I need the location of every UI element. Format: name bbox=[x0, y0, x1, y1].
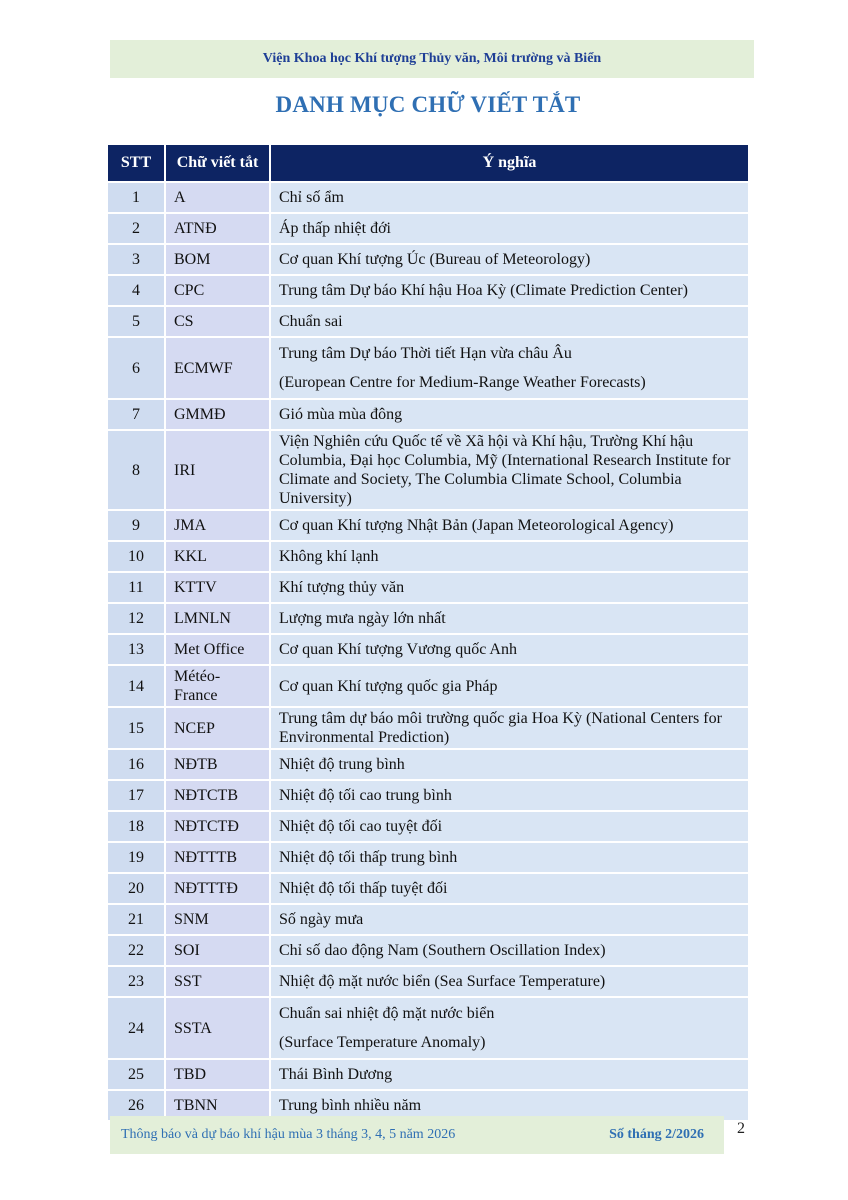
abbreviation-cell: A bbox=[165, 182, 270, 213]
table-row bbox=[108, 749, 748, 780]
abbreviation-cell: NĐTCTĐ bbox=[165, 811, 270, 842]
row-number: 9 bbox=[108, 510, 165, 541]
page-header bbox=[110, 40, 754, 78]
abbreviation-cell: KKL bbox=[165, 541, 270, 572]
table-row bbox=[108, 707, 748, 749]
abbreviation-cell: GMMĐ bbox=[165, 399, 270, 430]
row-number: 23 bbox=[108, 966, 165, 997]
meaning-line: Không khí lạnh bbox=[279, 548, 379, 565]
abbreviation-table bbox=[108, 145, 748, 1120]
meaning-cell bbox=[270, 399, 748, 430]
abbreviation-cell: TBD bbox=[165, 1059, 270, 1090]
meaning-line: (European Centre for Medium-Range Weather Forecasts) bbox=[279, 374, 646, 391]
meaning-cell bbox=[270, 306, 748, 337]
table-row bbox=[108, 213, 748, 244]
meaning-cell bbox=[270, 337, 748, 399]
meaning-cell bbox=[270, 935, 748, 966]
meaning-line: Nhiệt độ mặt nước biển (Sea Surface Temperature) bbox=[279, 973, 606, 990]
meaning-cell bbox=[270, 707, 748, 749]
row-number: 8 bbox=[108, 430, 165, 510]
meaning-line: Gió mùa mùa đông bbox=[279, 406, 403, 423]
row-number: 20 bbox=[108, 873, 165, 904]
meaning-line: Chỉ số dao động Nam (Southern Oscillation Index) bbox=[279, 942, 606, 959]
meaning-line: Cơ quan Khí tượng Vương quốc Anh bbox=[279, 641, 517, 658]
table-body bbox=[108, 182, 748, 1120]
row-number: 26 bbox=[108, 1090, 165, 1120]
meaning-cell bbox=[270, 541, 748, 572]
row-number: 12 bbox=[108, 603, 165, 634]
abbreviation-cell: CPC bbox=[165, 275, 270, 306]
meaning-line: Trung bình nhiều năm bbox=[279, 1097, 422, 1114]
table-row bbox=[108, 842, 748, 873]
abbreviation-cell: JMA bbox=[165, 510, 270, 541]
row-number: 17 bbox=[108, 780, 165, 811]
meaning-line: Chuẩn sai nhiệt độ mặt nước biển bbox=[279, 1005, 495, 1022]
abbreviation-cell: NĐTTTB bbox=[165, 842, 270, 873]
meaning-line: Cơ quan Khí tượng Úc (Bureau of Meteorology) bbox=[279, 251, 591, 268]
row-number: 10 bbox=[108, 541, 165, 572]
meaning-cell bbox=[270, 275, 748, 306]
meaning-line: Trung tâm Dự báo Khí hậu Hoa Kỳ (Climate Prediction Center) bbox=[279, 282, 688, 299]
abbreviation-cell: NĐTCTB bbox=[165, 780, 270, 811]
meaning-line: Nhiệt độ tối thấp trung bình bbox=[279, 849, 458, 866]
table-row bbox=[108, 634, 748, 665]
meaning-cell bbox=[270, 811, 748, 842]
table-row bbox=[108, 337, 748, 399]
meaning-cell bbox=[270, 244, 748, 275]
table-row bbox=[108, 904, 748, 935]
page-number: 2 bbox=[737, 1120, 745, 1137]
meaning-cell bbox=[270, 634, 748, 665]
meaning-cell bbox=[270, 780, 748, 811]
meaning-line: Nhiệt độ tối cao trung bình bbox=[279, 787, 452, 804]
meaning-cell bbox=[270, 1059, 748, 1090]
table-row bbox=[108, 182, 748, 213]
meaning-line: Cơ quan Khí tượng quốc gia Pháp bbox=[279, 677, 498, 695]
page-title: DANH MỤC CHỮ VIẾT TẮT bbox=[275, 92, 581, 117]
row-number: 7 bbox=[108, 399, 165, 430]
meaning-line: Viện Nghiên cứu Quốc tế về Xã hội và Khí hậu, Trường Khí hậu Columbia, Đại học Columbia, Mỹ (International Research Institute for Climate and Society, The Columbia Climate School, Columbia University) bbox=[279, 433, 731, 507]
abbreviation-cell: NCEP bbox=[165, 707, 270, 749]
meaning-cell bbox=[270, 665, 748, 707]
meaning-cell bbox=[270, 572, 748, 603]
row-number: 22 bbox=[108, 935, 165, 966]
meaning-cell bbox=[270, 510, 748, 541]
abbreviation-cell: SST bbox=[165, 966, 270, 997]
table-row bbox=[108, 541, 748, 572]
row-number: 1 bbox=[108, 182, 165, 213]
table-row bbox=[108, 935, 748, 966]
meaning-line: Nhiệt độ tối cao tuyệt đối bbox=[279, 818, 443, 835]
abbreviation-cell: NĐTTTĐ bbox=[165, 873, 270, 904]
table-row bbox=[108, 1059, 748, 1090]
table-row bbox=[108, 780, 748, 811]
column-header-meaning: Ý nghĩa bbox=[270, 145, 748, 182]
table-row bbox=[108, 399, 748, 430]
row-number: 11 bbox=[108, 572, 165, 603]
meaning-line: Chuẩn sai bbox=[279, 313, 343, 330]
row-number: 18 bbox=[108, 811, 165, 842]
row-number: 2 bbox=[108, 213, 165, 244]
row-number: 15 bbox=[108, 707, 165, 749]
row-number: 13 bbox=[108, 634, 165, 665]
column-header-abbreviation: Chữ viết tắt bbox=[165, 145, 270, 182]
abbreviation-cell: Météo-France bbox=[165, 665, 270, 707]
abbreviation-cell: SOI bbox=[165, 935, 270, 966]
meaning-line: Số ngày mưa bbox=[279, 911, 364, 928]
meaning-line: Chỉ số ẩm bbox=[279, 189, 344, 206]
table-row bbox=[108, 966, 748, 997]
abbreviation-cell: TBNN bbox=[165, 1090, 270, 1120]
abbreviation-cell: CS bbox=[165, 306, 270, 337]
row-number: 16 bbox=[108, 749, 165, 780]
table-header-row bbox=[108, 145, 748, 182]
page-footer bbox=[110, 1116, 724, 1154]
abbreviation-cell: IRI bbox=[165, 430, 270, 510]
meaning-line: Áp thấp nhiệt đới bbox=[279, 220, 391, 237]
column-header-stt: STT bbox=[108, 145, 165, 182]
table-row bbox=[108, 811, 748, 842]
abbreviation-cell: BOM bbox=[165, 244, 270, 275]
meaning-line: Trung tâm dự báo môi trường quốc gia Hoa Kỳ (National Centers for Environmental Prediction) bbox=[279, 710, 722, 746]
meaning-line: Lượng mưa ngày lớn nhất bbox=[279, 610, 446, 627]
abbreviation-cell: LMNLN bbox=[165, 603, 270, 634]
row-number: 3 bbox=[108, 244, 165, 275]
meaning-line: Cơ quan Khí tượng Nhật Bản (Japan Meteorological Agency) bbox=[279, 517, 674, 534]
row-number: 14 bbox=[108, 665, 165, 707]
table-row bbox=[108, 244, 748, 275]
abbreviation-cell: ECMWF bbox=[165, 337, 270, 399]
meaning-cell bbox=[270, 904, 748, 935]
meaning-line: Trung tâm Dự báo Thời tiết Hạn vừa châu Âu bbox=[279, 345, 572, 362]
table-row bbox=[108, 997, 748, 1059]
abbreviation-cell: NĐTB bbox=[165, 749, 270, 780]
table-row bbox=[108, 665, 748, 707]
table-row bbox=[108, 275, 748, 306]
abbreviation-cell: Met Office bbox=[165, 634, 270, 665]
row-number: 6 bbox=[108, 337, 165, 399]
meaning-line: Thái Bình Dương bbox=[279, 1066, 393, 1083]
abbreviation-cell: SNM bbox=[165, 904, 270, 935]
row-number: 24 bbox=[108, 997, 165, 1059]
meaning-line: Nhiệt độ trung bình bbox=[279, 756, 405, 773]
table-row bbox=[108, 510, 748, 541]
meaning-cell bbox=[270, 997, 748, 1059]
row-number: 19 bbox=[108, 842, 165, 873]
table-row bbox=[108, 430, 748, 510]
abbreviation-cell: ATNĐ bbox=[165, 213, 270, 244]
row-number: 21 bbox=[108, 904, 165, 935]
meaning-cell bbox=[270, 182, 748, 213]
abbreviation-cell: SSTA bbox=[165, 997, 270, 1059]
row-number: 5 bbox=[108, 306, 165, 337]
meaning-cell bbox=[270, 842, 748, 873]
table-row bbox=[108, 306, 748, 337]
meaning-cell bbox=[270, 603, 748, 634]
meaning-cell bbox=[270, 213, 748, 244]
footer-issue-number: Số tháng 2/2026 bbox=[609, 1127, 704, 1142]
table-row bbox=[108, 873, 748, 904]
meaning-cell bbox=[270, 430, 748, 510]
meaning-line: Nhiệt độ tối thấp tuyệt đối bbox=[279, 880, 448, 897]
footer-publication-title: Thông báo và dự báo khí hậu mùa 3 tháng 3, 4, 5 năm 2026 bbox=[121, 1127, 456, 1142]
table-row bbox=[108, 572, 748, 603]
institute-name: Viện Khoa học Khí tượng Thủy văn, Môi trường và Biển bbox=[262, 51, 602, 66]
row-number: 25 bbox=[108, 1059, 165, 1090]
table-row bbox=[108, 603, 748, 634]
meaning-line: (Surface Temperature Anomaly) bbox=[279, 1034, 486, 1051]
meaning-line: Khí tượng thủy văn bbox=[279, 579, 405, 596]
abbreviation-cell: KTTV bbox=[165, 572, 270, 603]
meaning-cell bbox=[270, 749, 748, 780]
meaning-cell bbox=[270, 966, 748, 997]
meaning-cell bbox=[270, 873, 748, 904]
row-number: 4 bbox=[108, 275, 165, 306]
